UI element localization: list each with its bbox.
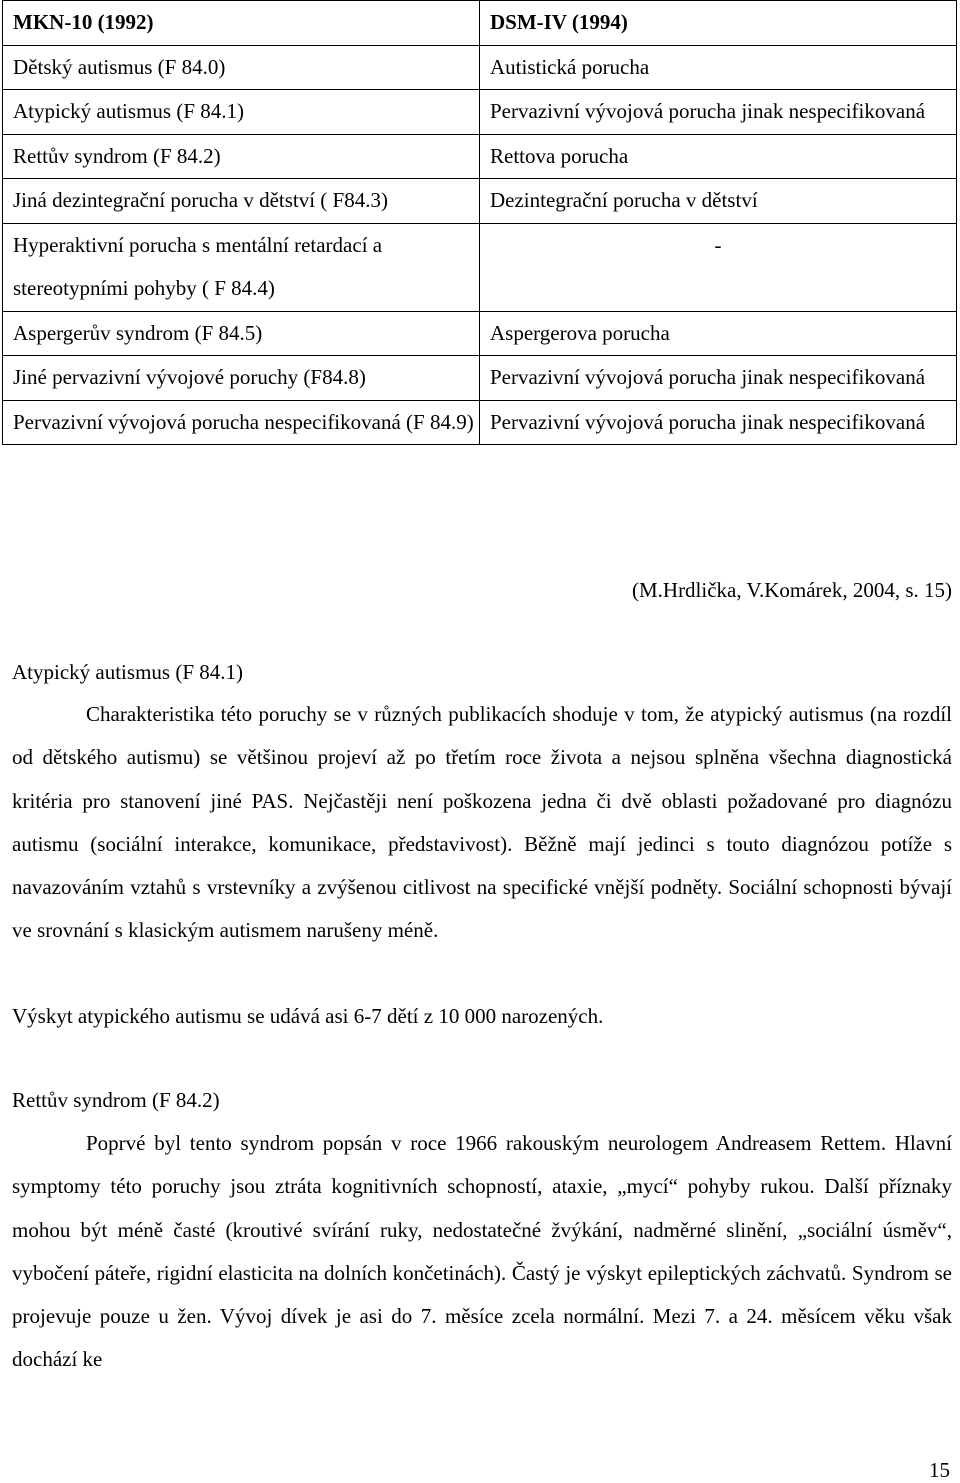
table-cell: - <box>480 223 957 311</box>
table-row <box>3 223 957 311</box>
table-cell: Atypický autismus (F 84.1) <box>3 90 480 135</box>
table-row <box>3 45 957 90</box>
table-row <box>3 179 957 224</box>
prevalence-sentence: Výskyt atypického autismu se udává asi 6-7 dětí z 10 000 narozených. <box>12 1004 604 1028</box>
paragraph-text: Poprvé byl tento syndrom popsán v roce 1966 rakouským neurologem Andreasem Rettem. Hlavní symptomy této poruchy jsou ztráta kognitivních schopností, ataxie, „mycí“ pohyby rukou. Další příznaky mohou být méně časté (kroutivé svírání ruky, nedostatečné žvýkání, nadměrné slinění, „sociální úsměv“, vybočení páteře, rigidní elasticita na dolních končetinách). Častý je výskyt epileptických záchvatů. Syndrom se projevuje pouze u žen. Vývoj dívek je asi do 7. měsíce zcela normální. Mezi 7. a 24. měsícem věku však dochází ke <box>12 1131 952 1372</box>
section-heading-rett-syndrome: Rettův syndrom (F 84.2) <box>12 1088 220 1112</box>
table-row <box>3 311 957 356</box>
table-cell: Dětský autismus (F 84.0) <box>3 45 480 90</box>
table-cell: Jiná dezintegrační porucha v dětství ( F84.3) <box>3 179 480 224</box>
paragraph-text: Charakteristika této poruchy se v různých publikacích shoduje v tom, že atypický autismus (na rozdíl od dětského autismu) se většinou projeví až po třetím roce života a nejsou splněna všechna diagnostická kritéria pro stanovení jiné PAS. Nejčastěji není poškozena jedna či dvě oblasti požadované pro diagnózu autismu (sociální interakce, komunikace, představivost). Běžně mají jedinci s touto diagnózou potíže s navazováním vztahů s vrstevníky a zvýšenou citlivost na specifické vnější podněty. Sociální schopnosti bývají ve srovnání s klasickým autismem narušeny méně. <box>12 702 952 943</box>
table-cell: Pervazivní vývojová porucha jinak nespecifikovaná <box>480 400 957 445</box>
comparison-table <box>2 0 957 445</box>
table-cell: Aspergerův syndrom (F 84.5) <box>3 311 480 356</box>
table-row <box>3 134 957 179</box>
header-dsm4: DSM-IV (1994) <box>480 1 957 46</box>
table-cell: Rettův syndrom (F 84.2) <box>3 134 480 179</box>
table-header-row <box>3 1 957 46</box>
table-cell: Jiné pervazivní vývojové poruchy (F84.8) <box>3 356 480 401</box>
table-cell: Hyperaktivní porucha s mentální retardací a stereotypními pohyby ( F 84.4) <box>3 223 480 311</box>
rett-syndrome-paragraph <box>12 1122 952 1382</box>
header-mkn10: MKN-10 (1992) <box>3 1 480 46</box>
table-citation: (M.Hrdlička, V.Komárek, 2004, s. 15) <box>631 578 952 602</box>
table-row <box>3 400 957 445</box>
atypical-autism-paragraph <box>12 693 952 953</box>
page-number: 15 <box>929 1458 950 1482</box>
table-cell: Pervazivní vývojová porucha nespecifikovaná (F 84.9) <box>3 400 480 445</box>
table-row <box>3 90 957 135</box>
table-cell: Dezintegrační porucha v dětství <box>480 179 957 224</box>
table-cell: Pervazivní vývojová porucha jinak nespecifikovaná <box>480 356 957 401</box>
table-cell: Autistická porucha <box>480 45 957 90</box>
table-row <box>3 356 957 401</box>
section-heading-atypical-autism: Atypický autismus (F 84.1) <box>12 660 243 684</box>
table-cell: Pervazivní vývojová porucha jinak nespecifikovaná <box>480 90 957 135</box>
table-cell: Aspergerova porucha <box>480 311 957 356</box>
table-cell: Rettova porucha <box>480 134 957 179</box>
